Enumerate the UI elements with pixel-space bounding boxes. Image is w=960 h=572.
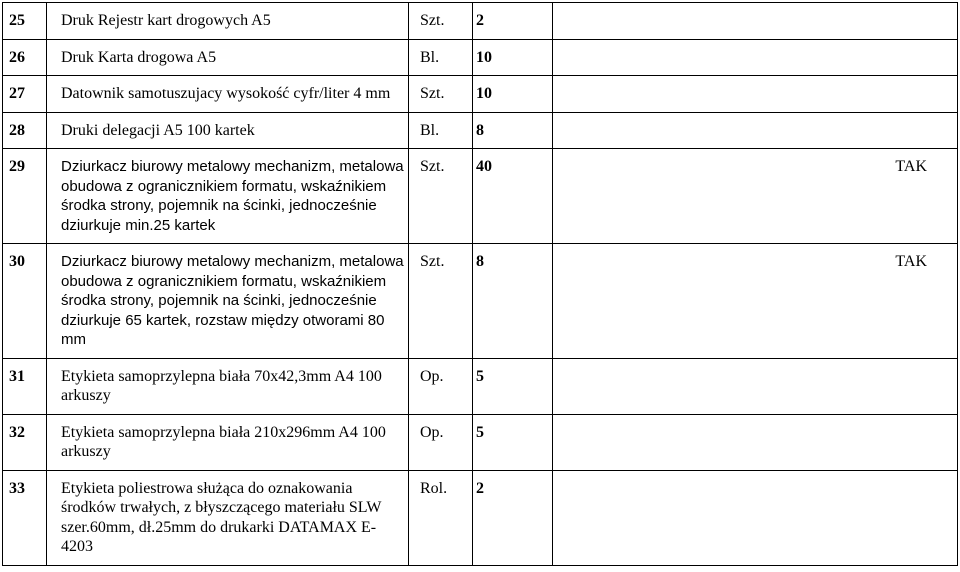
item-name: Etykieta samoprzylepna biała 210x296mm A4 100 arkuszy (47, 414, 409, 470)
item-name: Druk Rejestr kart drogowych A5 (47, 3, 409, 40)
item-quantity: 5 (473, 358, 553, 414)
item-flag (553, 358, 958, 414)
item-quantity: 10 (473, 76, 553, 113)
item-name: Etykieta samoprzylepna biała 70x42,3mm A4 100 arkuszy (47, 358, 409, 414)
item-flag: TAK (553, 244, 958, 359)
table-row (3, 470, 958, 565)
item-unit: Bl. (409, 112, 473, 149)
row-number: 27 (3, 76, 47, 113)
item-quantity: 8 (473, 244, 553, 359)
item-quantity: 40 (473, 149, 553, 244)
item-quantity: 10 (473, 39, 553, 76)
item-quantity: 8 (473, 112, 553, 149)
table-row (3, 3, 958, 40)
item-unit: Rol. (409, 470, 473, 565)
row-number: 26 (3, 39, 47, 76)
item-flag (553, 39, 958, 76)
item-unit: Bl. (409, 39, 473, 76)
table-row (3, 149, 958, 244)
item-flag: TAK (553, 149, 958, 244)
item-flag (553, 414, 958, 470)
row-number: 28 (3, 112, 47, 149)
table-row (3, 244, 958, 359)
row-number: 31 (3, 358, 47, 414)
row-number: 33 (3, 470, 47, 565)
item-flag (553, 112, 958, 149)
table-row (3, 39, 958, 76)
table-row (3, 358, 958, 414)
item-unit: Szt. (409, 244, 473, 359)
item-quantity: 5 (473, 414, 553, 470)
item-unit: Szt. (409, 3, 473, 40)
item-unit: Szt. (409, 76, 473, 113)
items-table (2, 2, 958, 566)
row-number: 32 (3, 414, 47, 470)
row-number: 25 (3, 3, 47, 40)
item-unit: Op. (409, 414, 473, 470)
item-quantity: 2 (473, 3, 553, 40)
table-row (3, 76, 958, 113)
row-number: 30 (3, 244, 47, 359)
item-name: Dziurkacz biurowy metalowy mechanizm, metalowa obudowa z ogranicznikiem formatu, wskaźnikiem środka strony, pojemnik na ścinki, jednocześnie dziurkuje min.25 kartek (47, 149, 409, 244)
item-flag (553, 76, 958, 113)
row-number: 29 (3, 149, 47, 244)
table-row (3, 414, 958, 470)
table-row (3, 112, 958, 149)
item-unit: Szt. (409, 149, 473, 244)
item-name: Druk Karta drogowa A5 (47, 39, 409, 76)
item-flag (553, 3, 958, 40)
item-quantity: 2 (473, 470, 553, 565)
item-name: Etykieta poliestrowa służąca do oznakowania środków trwałych, z błyszczącego materiału SLW szer.60mm, dł.25mm do drukarki DATAMAX E-4203 (47, 470, 409, 565)
item-name: Dziurkacz biurowy metalowy mechanizm, metalowa obudowa z ogranicznikiem formatu, wskaźnikiem środka strony, pojemnik na ścinki, jednocześnie dziurkuje 65 kartek, rozstaw między otworami 80 mm (47, 244, 409, 359)
item-flag (553, 470, 958, 565)
item-unit: Op. (409, 358, 473, 414)
item-name: Druki delegacji A5 100 kartek (47, 112, 409, 149)
item-name: Datownik samotuszujacy wysokość cyfr/liter 4 mm (47, 76, 409, 113)
